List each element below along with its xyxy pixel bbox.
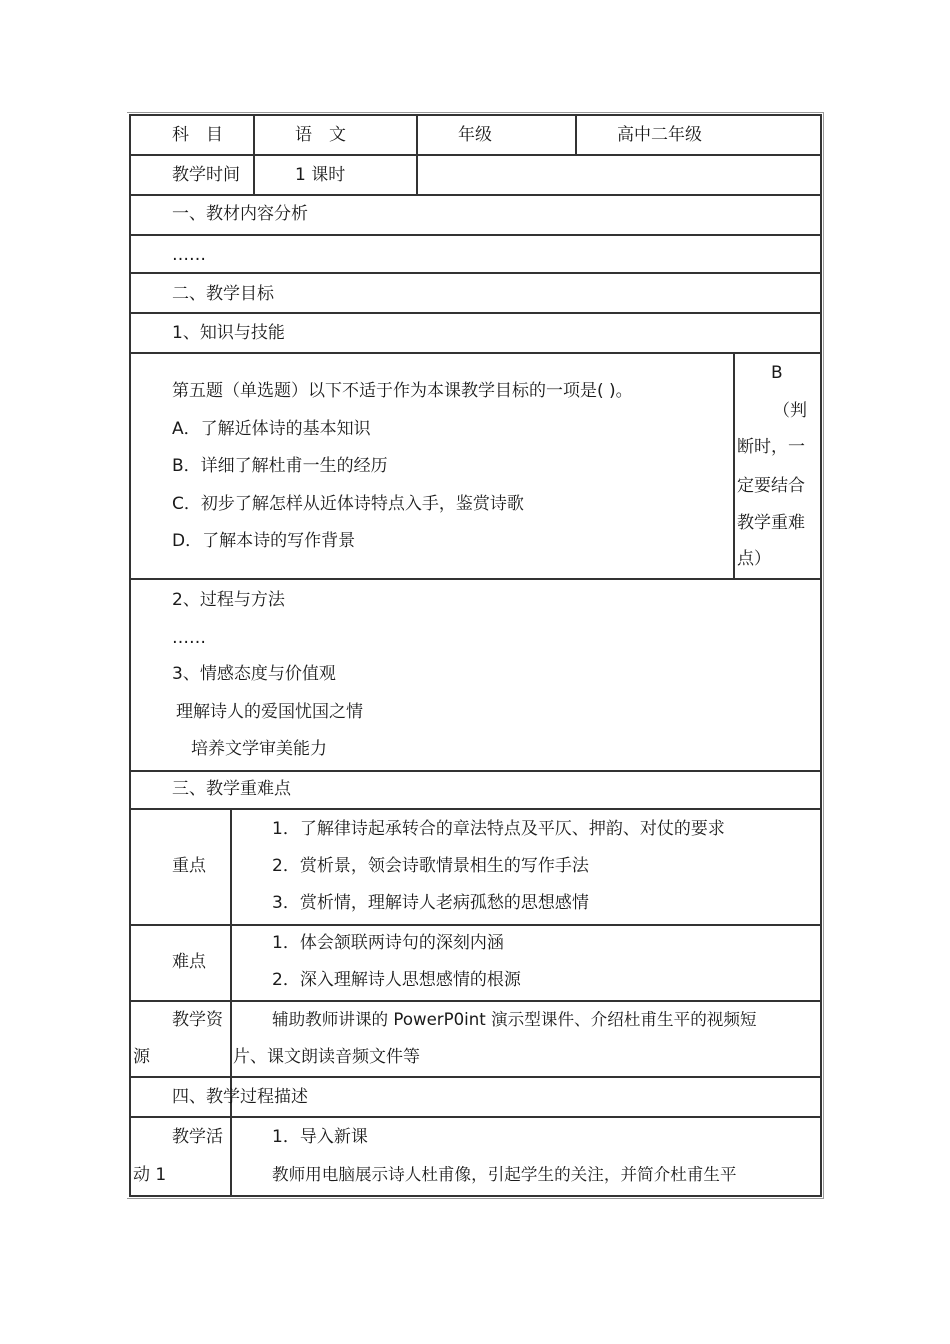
answer-note-line-2: 断时，一 <box>737 437 805 457</box>
key-point-3: 3．赏析情，理解诗人老病孤愁的思想感情 <box>272 893 589 913</box>
section-4-title: 四、教学过程描述 <box>172 1087 308 1107</box>
objective-process-method: 2、过程与方法 <box>172 590 285 610</box>
objective-knowledge-skills: 1、知识与技能 <box>172 323 285 343</box>
activity-title: 1．导入新课 <box>272 1127 368 1147</box>
resource-label-line-1: 教学资 <box>172 1010 223 1030</box>
grade-label: 年级 <box>458 125 492 145</box>
section-2-title: 二、教学目标 <box>172 284 274 304</box>
resource-text-line-2: 片、课文朗读音频文件等 <box>233 1047 420 1067</box>
time-label: 教学时间 <box>172 165 240 185</box>
resource-text-line-1: 辅助教师讲课的 PowerP0int 演示型课件、介绍杜甫生平的视频短 <box>272 1010 757 1029</box>
resource-label-line-2: 源 <box>133 1047 150 1067</box>
section-1-title: 一、教材内容分析 <box>172 204 308 224</box>
key-points-label: 重点 <box>172 856 206 876</box>
emotion-item-1: 理解诗人的爱国忧国之情 <box>176 702 363 722</box>
difficult-point-1: 1．体会颔联两诗句的深刻内涵 <box>272 933 504 953</box>
subject-label: 科 目 <box>172 125 223 145</box>
answer-note-line-4: 教学重难 <box>737 513 805 533</box>
answer-note-line-1: （判 <box>773 401 807 421</box>
option-a: A．了解近体诗的基本知识 <box>172 419 371 439</box>
option-d: D．了解本诗的写作背景 <box>172 531 356 551</box>
difficult-points-label: 难点 <box>172 952 206 972</box>
activity-label-line-1: 教学活 <box>172 1127 223 1147</box>
emotion-item-2: 培养文学审美能力 <box>191 739 327 759</box>
option-b: B．详细了解杜甫一生的经历 <box>172 456 388 476</box>
objective-process-content: …… <box>172 628 206 648</box>
grade-value: 高中二年级 <box>617 125 702 145</box>
difficult-point-2: 2．深入理解诗人思想感情的根源 <box>272 970 521 990</box>
key-point-2: 2．赏析景，领会诗歌情景相生的写作手法 <box>272 856 589 876</box>
objective-emotion-values: 3、情感态度与价值观 <box>172 664 336 684</box>
section-3-title: 三、教学重难点 <box>172 779 291 799</box>
time-value: 1 课时 <box>295 165 346 185</box>
key-point-1: 1．了解律诗起承转合的章法特点及平仄、押韵、对仗的要求 <box>272 819 725 839</box>
section-1-content: …… <box>172 245 206 265</box>
activity-text: 教师用电脑展示诗人杜甫像，引起学生的关注，并简介杜甫生平 <box>272 1165 737 1184</box>
subject-value: 语 文 <box>295 125 346 145</box>
activity-label-line-2: 动 1 <box>133 1165 167 1185</box>
answer-note-line-5: 点） <box>737 549 771 569</box>
answer-note-line-3: 定要结合 <box>737 476 805 496</box>
answer-letter: B <box>771 363 783 383</box>
question-text: 第五题（单选题）以下不适于作为本课教学目标的一项是( )。 <box>172 381 633 401</box>
option-c: C．初步了解怎样从近体诗特点入手，鉴赏诗歌 <box>172 494 524 514</box>
